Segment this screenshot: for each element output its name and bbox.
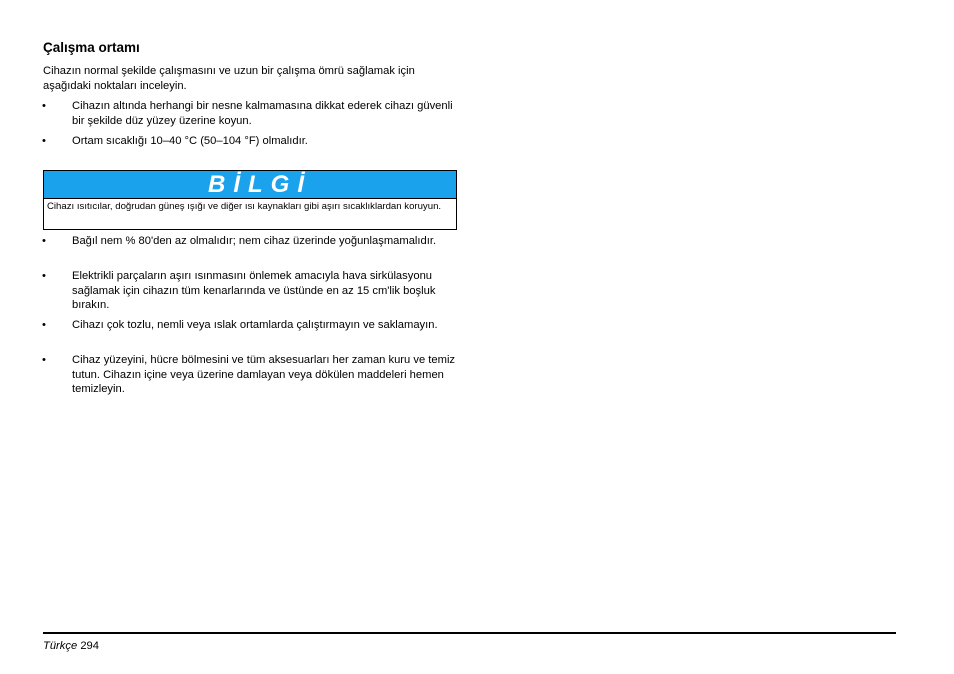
list-item-text: Bağıl nem % 80'den az olmalıdır; nem cihaz üzerinde yoğunlaşmamalıdır. [72,235,437,247]
note-box [43,170,457,230]
list-item-text: Cihazı çok tozlu, nemli veya ıslak ortamlarda çalıştırmayın ve saklamayın. [72,319,438,331]
section-heading: Çalışma ortamı [43,40,140,55]
list-item-text: Cihazın altında herhangi bir nesne kalmamasına dikkat ederek cihazı güvenli bir şekilde düz yüzey üzerine koyun. [72,100,453,127]
footer-divider [43,632,896,634]
intro-paragraph: Cihazın normal şekilde çalışmasını ve uzun bir çalışma ömrü sağlamak için aşağıdaki noktaları inceleyin. [43,65,415,92]
bullet-marker: • [42,135,46,147]
page-footer [43,639,99,653]
page-number: 294 [80,640,99,652]
bullet-marker: • [42,354,46,366]
list-item-text: Elektrikli parçaların aşırı ısınmasını önlemek amacıyla hava sirkülasyonu sağlamak için cihazın tüm kenarlarında ve üstünde en az 15 cm'lik boşluk bırakın. [72,270,436,311]
bullet-marker: • [42,100,46,112]
note-title: BİLGİ [208,171,312,198]
bullet-marker: • [42,319,46,331]
list-item-text: Ortam sıcaklığı 10–40 °C (50–104 °F) olmalıdır. [72,135,308,147]
bullet-marker: • [42,235,46,247]
bullet-marker: • [42,270,46,282]
list-item-text: Cihaz yüzeyini, hücre bölmesini ve tüm aksesuarları her zaman kuru ve temiz tutun. Cihazın içine veya üzerine damlayan veya dökülen maddeleri hemen temizleyin. [72,354,456,395]
note-header [44,171,456,199]
note-body: Cihazı ısıtıcılar, doğrudan güneş ışığı ve diğer ısı kaynakları gibi aşırı sıcaklıklardan koruyun. [47,201,442,212]
footer-language: Türkçe [43,640,78,652]
